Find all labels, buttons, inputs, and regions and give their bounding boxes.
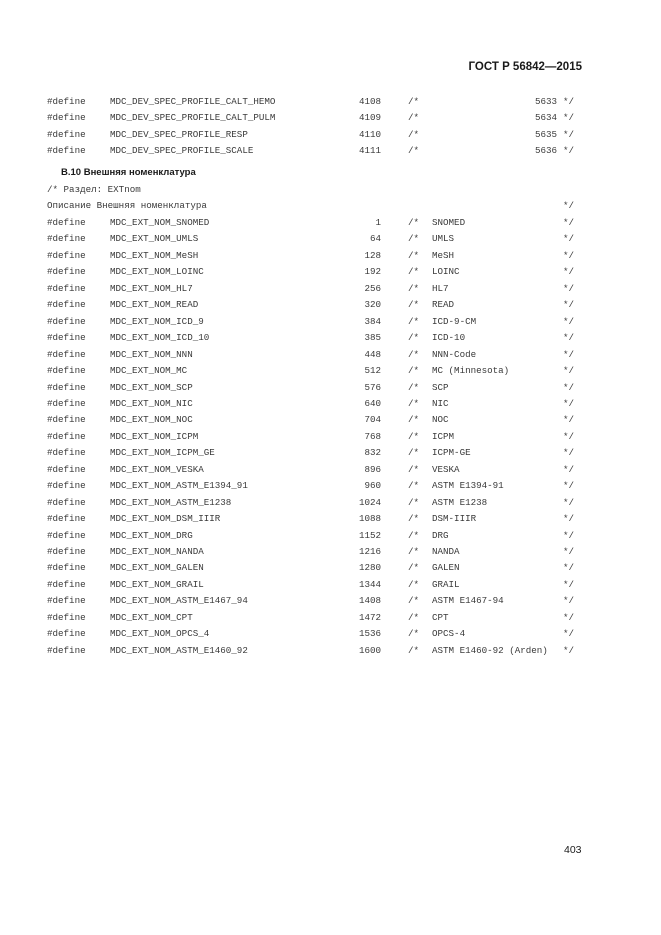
define-row [0, 497, 661, 512]
define-row [0, 233, 661, 248]
macro-name: MDC_EXT_NOM_ICPM_GE [110, 447, 215, 459]
macro-value: 960 [364, 480, 381, 492]
macro-name: MDC_EXT_NOM_LOINC [110, 266, 204, 278]
define-row [0, 382, 661, 397]
macro-value: 512 [364, 365, 381, 377]
comment-open: /* [408, 144, 420, 156]
macro-value: 1280 [358, 562, 381, 574]
comment-close: */ [563, 578, 575, 590]
macro-value: 4108 [358, 96, 381, 107]
macro-name: MDC_DEV_SPEC_PROFILE_RESP [110, 128, 248, 140]
macro-name: MDC_EXT_NOM_OPCS_4 [110, 628, 210, 640]
comment-description: ASTM E1467-94 [432, 595, 504, 607]
comment-close: */ [563, 249, 575, 261]
comment-open: /* [408, 365, 420, 377]
define-row [0, 464, 661, 479]
macro-value: 1216 [358, 546, 381, 557]
macro-name: MDC_EXT_NOM_MeSH [110, 249, 199, 261]
comment-open: /* [408, 447, 420, 459]
macro-name: MDC_EXT_NOM_GALEN [110, 562, 204, 574]
comment-close: */ [563, 332, 575, 344]
comment-close: */ [563, 628, 575, 640]
define-row [0, 447, 661, 462]
define-directive: #define [47, 233, 86, 245]
comment-close: */ [563, 282, 575, 294]
comment-close: */ [563, 463, 575, 475]
define-directive: #define [47, 217, 86, 228]
define-row [0, 398, 661, 413]
define-directive: #define [47, 96, 86, 107]
define-directive: #define [47, 299, 86, 311]
macro-name: MDC_EXT_NOM_ICD_9 [110, 315, 204, 327]
define-directive: #define [47, 644, 86, 656]
define-row [0, 316, 661, 331]
comment-number: 5635 [534, 128, 557, 140]
define-row [0, 145, 661, 160]
macro-value: 832 [364, 447, 381, 459]
define-directive: #define [47, 628, 86, 640]
define-row [0, 579, 661, 594]
comment-open: /* [408, 332, 420, 344]
comment-number: 5633 [534, 96, 557, 107]
macro-value: 320 [364, 299, 381, 311]
macro-value: 385 [364, 332, 381, 344]
comment-open: /* [408, 397, 420, 409]
section-comment-line2-close: */ [563, 200, 575, 211]
macro-value: 1 [375, 217, 381, 228]
comment-description: NANDA [432, 546, 460, 557]
define-row [0, 129, 661, 144]
macro-value: 448 [364, 348, 381, 360]
comment-open: /* [408, 217, 420, 228]
comment-open: /* [408, 282, 420, 294]
macro-name: MDC_EXT_NOM_DRG [110, 529, 193, 541]
define-directive: #define [47, 447, 86, 459]
macro-name: MDC_EXT_NOM_DSM_IIIR [110, 513, 221, 525]
comment-close: */ [563, 430, 575, 442]
macro-name: MDC_EXT_NOM_ICD_10 [110, 332, 210, 344]
macro-name: MDC_EXT_NOM_VESKA [110, 463, 204, 475]
comment-close: */ [563, 529, 575, 541]
comment-description: ICD-10 [432, 332, 466, 344]
comment-open: /* [408, 315, 420, 327]
comment-open: /* [408, 233, 420, 245]
comment-description: ASTM E1238 [432, 496, 488, 508]
define-row [0, 645, 661, 660]
define-row [0, 546, 661, 561]
comment-description: ICPM [432, 430, 455, 442]
comment-close: */ [563, 480, 575, 492]
comment-description: DRG [432, 529, 449, 541]
comment-description: SCP [432, 381, 449, 393]
comment-open: /* [408, 381, 420, 393]
macro-name: MDC_DEV_SPEC_PROFILE_SCALE [110, 144, 254, 156]
comment-open: /* [408, 546, 420, 557]
section-comment-line1: /* Раздел: EXTnom [47, 184, 141, 195]
macro-name: MDC_EXT_NOM_ASTM_E1467_94 [110, 595, 248, 607]
comment-open: /* [408, 128, 420, 140]
macro-name: MDC_EXT_NOM_CPT [110, 611, 193, 623]
define-row [0, 414, 661, 429]
comment-close: */ [563, 546, 575, 557]
comment-description: READ [432, 299, 455, 311]
macro-name: MDC_EXT_NOM_GRAIL [110, 578, 204, 590]
comment-close: */ [563, 513, 575, 525]
macro-name: MDC_EXT_NOM_UMLS [110, 233, 199, 245]
macro-value: 1600 [358, 644, 381, 656]
define-directive: #define [47, 496, 86, 508]
macro-value: 4109 [358, 112, 381, 124]
macro-value: 640 [364, 397, 381, 409]
comment-open: /* [408, 96, 420, 107]
define-directive: #define [47, 315, 86, 327]
define-row [0, 513, 661, 528]
define-directive: #define [47, 397, 86, 409]
define-directive: #define [47, 562, 86, 574]
define-row [0, 250, 661, 265]
define-row [0, 266, 661, 281]
comment-close: */ [563, 315, 575, 327]
comment-open: /* [408, 430, 420, 442]
comment-open: /* [408, 562, 420, 574]
define-directive: #define [47, 414, 86, 426]
comment-description: VESKA [432, 463, 460, 475]
macro-value: 256 [364, 282, 381, 294]
macro-name: MDC_EXT_NOM_SCP [110, 381, 193, 393]
macro-name: MDC_EXT_NOM_ASTM_E1460_92 [110, 644, 248, 656]
macro-value: 4111 [358, 144, 381, 156]
comment-description: GRAIL [432, 578, 460, 590]
define-row [0, 96, 661, 111]
comment-open: /* [408, 644, 420, 656]
define-row [0, 299, 661, 314]
define-directive: #define [47, 611, 86, 623]
comment-description: NIC [432, 397, 449, 409]
comment-open: /* [408, 266, 420, 278]
define-directive: #define [47, 128, 86, 140]
define-directive: #define [47, 348, 86, 360]
define-row [0, 349, 661, 364]
comment-open: /* [408, 414, 420, 426]
define-directive: #define [47, 381, 86, 393]
comment-description: DSM-IIIR [432, 513, 477, 525]
macro-value: 192 [364, 266, 381, 278]
document-standard-code: ГОСТ Р 56842—2015 [468, 61, 582, 73]
comment-close: */ [563, 644, 575, 656]
comment-open: /* [408, 496, 420, 508]
define-row [0, 530, 661, 545]
comment-description: ICD-9-CM [432, 315, 477, 327]
define-directive: #define [47, 365, 86, 377]
comment-description: UMLS [432, 233, 455, 245]
comment-description: ASTM E1460-92 (Arden) [432, 644, 548, 656]
macro-value: 4110 [358, 128, 381, 140]
comment-close: */ [563, 595, 575, 607]
macro-name: MDC_DEV_SPEC_PROFILE_CALT_HEMO [110, 96, 276, 107]
page-number: 403 [564, 844, 582, 856]
macro-name: MDC_EXT_NOM_ASTM_E1394_91 [110, 480, 248, 492]
define-row [0, 365, 661, 380]
comment-open: /* [408, 249, 420, 261]
comment-description: HL7 [432, 282, 449, 294]
define-row [0, 431, 661, 446]
comment-description: CPT [432, 611, 449, 623]
comment-close: */ [563, 233, 575, 245]
macro-value: 128 [364, 249, 381, 261]
comment-close: */ [563, 266, 575, 278]
define-row [0, 628, 661, 643]
macro-value: 896 [364, 463, 381, 475]
comment-close: */ [563, 381, 575, 393]
comment-open: /* [408, 595, 420, 607]
comment-close: */ [563, 496, 575, 508]
section-heading: B.10 Внешняя номенклатура [61, 167, 196, 178]
comment-description: OPCS-4 [432, 628, 466, 640]
macro-value: 576 [364, 381, 381, 393]
macro-name: MDC_EXT_NOM_MC [110, 365, 188, 377]
comment-description: GALEN [432, 562, 460, 574]
define-directive: #define [47, 595, 86, 607]
comment-close: */ [563, 128, 575, 140]
define-directive: #define [47, 463, 86, 475]
define-row [0, 480, 661, 495]
comment-close: */ [563, 96, 575, 107]
comment-close: */ [563, 562, 575, 574]
define-directive: #define [47, 546, 86, 557]
macro-name: MDC_EXT_NOM_ICPM [110, 430, 199, 442]
define-row [0, 217, 661, 232]
comment-close: */ [563, 447, 575, 459]
macro-value: 1472 [358, 611, 381, 623]
macro-name: MDC_EXT_NOM_NANDA [110, 546, 204, 557]
section-comment-line2: Описание Внешняя номенклатура [47, 200, 207, 211]
comment-description: NOC [432, 414, 449, 426]
comment-open: /* [408, 112, 420, 124]
define-row [0, 332, 661, 347]
comment-close: */ [563, 217, 575, 228]
macro-value: 1024 [358, 496, 381, 508]
comment-number: 5634 [534, 112, 557, 124]
comment-number: 5636 [534, 144, 557, 156]
macro-value: 1152 [358, 529, 381, 541]
macro-name: MDC_EXT_NOM_ASTM_E1238 [110, 496, 232, 508]
comment-open: /* [408, 529, 420, 541]
define-directive: #define [47, 332, 86, 344]
comment-open: /* [408, 348, 420, 360]
comment-close: */ [563, 299, 575, 311]
macro-value: 1408 [358, 595, 381, 607]
comment-open: /* [408, 463, 420, 475]
comment-close: */ [563, 348, 575, 360]
comment-close: */ [563, 365, 575, 377]
define-row [0, 283, 661, 298]
define-row [0, 612, 661, 627]
define-directive: #define [47, 513, 86, 525]
comment-open: /* [408, 299, 420, 311]
define-directive: #define [47, 578, 86, 590]
macro-value: 64 [369, 233, 381, 245]
macro-name: MDC_EXT_NOM_READ [110, 299, 199, 311]
define-directive: #define [47, 266, 86, 278]
macro-value: 1088 [358, 513, 381, 525]
macro-value: 704 [364, 414, 381, 426]
define-directive: #define [47, 430, 86, 442]
define-directive: #define [47, 249, 86, 261]
macro-value: 1344 [358, 578, 381, 590]
macro-value: 1536 [358, 628, 381, 640]
comment-description: SNOMED [432, 217, 466, 228]
macro-name: MDC_EXT_NOM_NOC [110, 414, 193, 426]
macro-name: MDC_DEV_SPEC_PROFILE_CALT_PULM [110, 112, 276, 124]
define-row [0, 595, 661, 610]
define-directive: #define [47, 144, 86, 156]
macro-name: MDC_EXT_NOM_NIC [110, 397, 193, 409]
comment-description: LOINC [432, 266, 460, 278]
comment-close: */ [563, 112, 575, 124]
comment-close: */ [563, 397, 575, 409]
comment-close: */ [563, 414, 575, 426]
macro-value: 384 [364, 315, 381, 327]
comment-open: /* [408, 480, 420, 492]
macro-name: MDC_EXT_NOM_SNOMED [110, 217, 210, 228]
comment-description: ICPM-GE [432, 447, 471, 459]
comment-description: ASTM E1394-91 [432, 480, 504, 492]
macro-name: MDC_EXT_NOM_HL7 [110, 282, 193, 294]
define-directive: #define [47, 480, 86, 492]
comment-open: /* [408, 578, 420, 590]
comment-description: MC (Minnesota) [432, 365, 510, 377]
macro-value: 768 [364, 430, 381, 442]
macro-name: MDC_EXT_NOM_NNN [110, 348, 193, 360]
define-row [0, 562, 661, 577]
comment-open: /* [408, 513, 420, 525]
define-directive: #define [47, 112, 86, 124]
comment-description: MeSH [432, 249, 455, 261]
define-row [0, 112, 661, 127]
comment-description: NNN-Code [432, 348, 477, 360]
comment-open: /* [408, 611, 420, 623]
comment-close: */ [563, 611, 575, 623]
comment-close: */ [563, 144, 575, 156]
comment-open: /* [408, 628, 420, 640]
define-directive: #define [47, 282, 86, 294]
define-directive: #define [47, 529, 86, 541]
